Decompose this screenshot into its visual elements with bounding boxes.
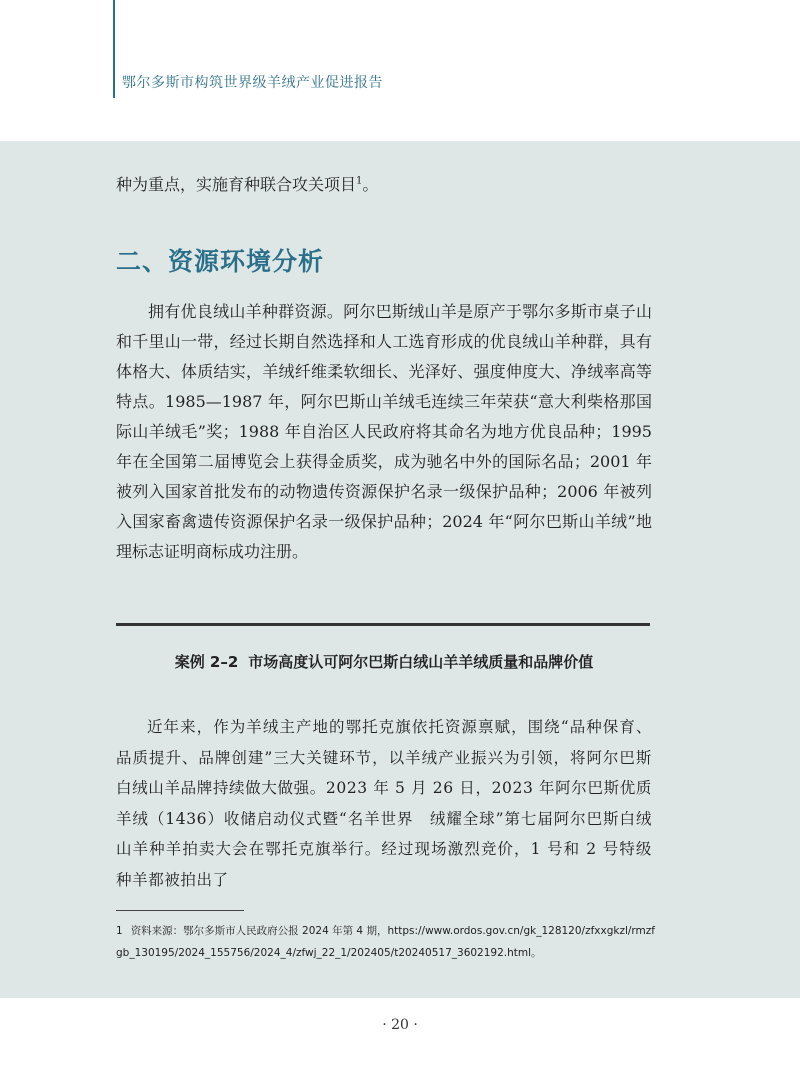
footnote-reference[interactable]: 1 (356, 175, 363, 187)
case-box-body: 近年来，作为羊绒主产地的鄂托克旗依托资源禀赋，围绕“品种保育、品质提升、品牌创建”三大关键环节，以羊绒产业振兴为引领，将阿尔巴斯白绒山羊品牌持续做大做强。2023 年 5 月 26 日，2023 年阿尔巴斯优质羊绒（1436）收储启动仪式暨“名羊世界 绒耀全球”第七届阿尔巴斯白绒山羊种羊拍卖大会在鄂托克旗举行。经过现场激烈竞价，1 号和 2 号特级种羊都被拍出了 (116, 718, 652, 889)
case-title-text: 市场高度认可阿尔巴斯白绒山羊羊绒质量和品牌价值 (248, 653, 594, 671)
case-box-title (116, 651, 652, 672)
case-number: 案例 2–2 (174, 653, 239, 671)
continuation-paragraph (116, 170, 652, 200)
case-box-top-rule (116, 623, 650, 626)
footnote-rule (116, 910, 244, 911)
section-heading: 二、资源环境分析 (116, 247, 325, 276)
running-title: 鄂尔多斯市构筑世界级羊绒产业促进报告 (122, 75, 383, 91)
body-paragraph: 拥有优良绒山羊种群资源。阿尔巴斯绒山羊是原产于鄂尔多斯市桌子山和千里山一带，经过长期自然选择和人工选育形成的优良绒山羊种群，具有体格大、体质结实，羊绒纤维柔软细长、光泽好、强度伸度大、净绒率高等特点。1985—1987 年，阿尔巴斯山羊绒毛连续三年荣获“意大利柴格那国际山羊绒毛”奖；1988 年自治区人民政府将其命名为地方优良品种；1995 年在全国第二届博览会上获得金质奖，成为驰名中外的国际名品；2001 年被列入国家首批发布的动物遗传资源保护名录一级保护品种；2006 年被列入国家畜禽遗传资源保护名录一级保护品种；2024 年“阿尔巴斯山羊绒”地理标志证明商标成功注册。 (116, 302, 652, 561)
footnote (116, 920, 656, 964)
page-number: · 20 · (382, 1017, 418, 1033)
footnote-number: 1 (116, 925, 123, 937)
continuation-end: 。 (362, 175, 379, 194)
header-rule (113, 0, 115, 98)
continuation-text: 种为重点，实施育种联合攻关项目 (116, 175, 357, 194)
footnote-text: 资料来源：鄂尔多斯市人民政府公报 2024 年第 4 期，https://www.ordos.gov.cn/gk_128120/zfxxgkzl/rmzfgb_130195/2024_155756/2024_4/zfwj_22_1/202405/t20240517_3602192.html。 (116, 925, 655, 959)
